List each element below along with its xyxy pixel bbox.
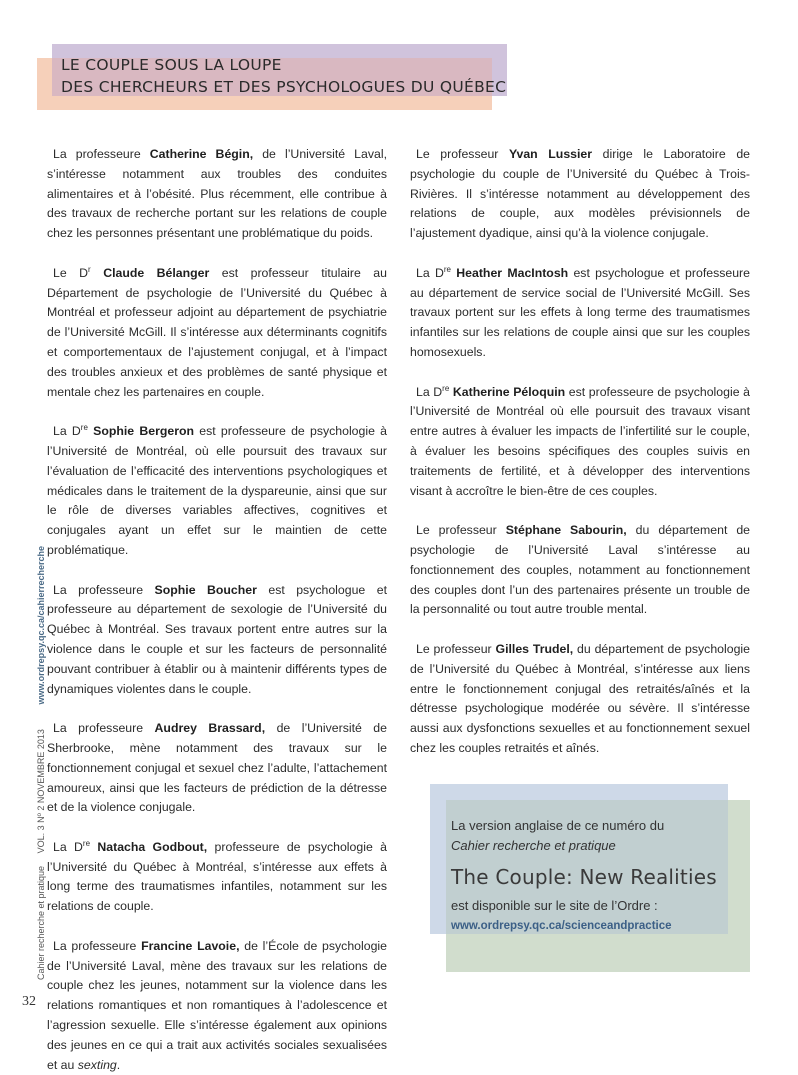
researcher-paragraph	[47, 937, 387, 1075]
paragraph-intro: La professeure	[53, 147, 150, 161]
researcher-name: Natacha Godbout,	[97, 839, 208, 854]
sidebar-publication: Cahier recherche et pratique	[36, 865, 46, 980]
box-line-2: Cahier recherche et pratique	[451, 838, 616, 853]
paragraph-intro: Le professeur	[416, 523, 506, 538]
english-version-box	[451, 816, 741, 936]
box-line-1: La version anglaise de ce numéro du	[451, 818, 665, 833]
researcher-paragraph	[47, 145, 387, 244]
paragraph-body: de l’Université de Sherbrooke, mène notamment des travaux sur le fonctionnement conjugal et sexuel chez l’adulte, l’attachement amoureux, ainsi que les facteurs de prédiction de la détresse et de la violence conjugale.	[47, 721, 387, 815]
paragraph-body: est psychologue et professeure au département de service social de l’Université McGill. Ses travaux portent sur les effets à long terme des traumatismes infantiles sur les relations de couple ainsi que sur les couples homosexuels.	[410, 265, 750, 359]
researcher-name: Audrey Brassard,	[154, 721, 266, 736]
researcher-name: Sophie Boucher	[154, 582, 257, 597]
paragraph-body: du département de psychologie de l’Université Laval s’intéresse au fonctionnement des couples, notamment au fonctionnement des couples dont l’un des partenaires présente un trouble de la personnalité ou tout autre trouble mental.	[410, 523, 750, 617]
title-superscript: re	[82, 838, 91, 848]
paragraph-body: dirige le Laboratoire de psychologie du couple de l’Université du Québec à Trois-Rivières. Il s’intéresse notamment au développement des relations de couple, aux modèles prévisionnels de l’ajustement dyadique, ainsi qu’à la violence conjugale.	[410, 147, 750, 241]
paragraph-body: est psychologue et professeure au département de sexologie de l’Université du Québec à Montréal. Ses travaux portent entre autres sur la violence dans le couple et sur les facteurs de personnalité pouvant contribuer à établir ou à maintenir différents types de dynamiques violentes dans le couple.	[47, 582, 387, 696]
researcher-paragraph	[410, 640, 750, 759]
paragraph-intro: La professeure	[53, 582, 155, 597]
box-line-4: est disponible sur le site de l’Ordre :	[451, 898, 658, 913]
right-column	[410, 145, 750, 759]
researcher-name: Francine Lavoie,	[141, 938, 240, 953]
researcher-paragraph	[47, 264, 387, 403]
researcher-name: Katherine Péloquin	[452, 384, 566, 399]
title-superscript: re	[442, 383, 450, 393]
paragraph-body: est professeure de psychologie à l’Université de Montréal, où elle poursuit des travaux sur l’évaluation de l’efficacité des interventions psychologiques et médicales dans le traitement de la dyspareunie, ainsi que sur le rôle de diverses variables affectives, cognitives et conjugales ayant un effet sur le maintien de cette problématique.	[47, 424, 387, 557]
page-number: 32	[22, 994, 36, 1009]
paragraph-body: de l’Université Laval, s’intéresse notamment aux troubles des conduites alimentaires et à l’obésité. Plus récemment, elle contribue à des travaux de recherche portant sur les relations de couple chez les personnes présentant une problématique du poids.	[47, 147, 387, 241]
paragraph-body: de l’École de psychologie de l’Université Laval, mène des travaux sur les relations de couple chez les jeunes, notamment sur la violence dans les relations romantiques et non romantiques à l’adolescence et l’agression sexuelle. Elle s’intéresse également aux opinions des jeunes en ce qui a trait aux activités sociales sexualisées et au	[47, 938, 387, 1072]
researcher-paragraph	[47, 838, 387, 917]
researcher-name: Yvan Lussier	[508, 147, 593, 161]
paragraph-intro: La D	[53, 424, 81, 439]
paragraph-intro: Le D	[53, 265, 89, 280]
paragraph-end: .	[116, 1057, 121, 1072]
researcher-name: Sophie Bergeron	[93, 424, 195, 439]
sidebar-url-link[interactable]: www.ordrepsy.qc.ca/cahierrecherche	[36, 545, 46, 705]
title-banner	[37, 44, 507, 110]
title-superscript: re	[443, 264, 451, 274]
sidebar-volume: VOL. 3 Nº 2 NOVEMBRE 2013	[36, 729, 46, 854]
paragraph-intro: La D	[53, 839, 83, 854]
researcher-name: Gilles Trudel,	[495, 641, 574, 656]
paragraph-intro: Le professeur	[416, 641, 496, 656]
title-line-1: LE COUPLE SOUS LA LOUPE	[61, 56, 282, 74]
researcher-paragraph	[410, 521, 750, 620]
paragraph-body: du département de psychologie de l’Université du Québec à Montréal, s’intéresse aux liens entre le fonctionnement conjugal des retraités/aînés et la détresse psychologique modérée ou sévère. Il s’intéresse aussi aux dysfonctions sexuelles et au fonctionnement sexuel chez les couples retraités et aînés.	[410, 641, 750, 755]
paragraph-intro: La professeure	[53, 938, 142, 953]
researcher-name: Claude Bélanger	[103, 265, 210, 280]
title-superscript: re	[80, 423, 88, 433]
paragraph-intro: La D	[416, 265, 444, 280]
paragraph-intro: La professeure	[53, 721, 155, 736]
paragraph-intro: La D	[416, 384, 443, 399]
researcher-name: Catherine Bégin,	[149, 147, 254, 161]
researcher-paragraph	[410, 264, 750, 363]
title-superscript: r	[88, 264, 91, 274]
paragraph-space	[91, 266, 103, 280]
researcher-paragraph	[47, 581, 387, 700]
researcher-paragraph	[47, 422, 387, 561]
sidebar-vertical-text	[36, 546, 46, 980]
paragraph-intro: Le professeur	[416, 147, 509, 161]
researcher-paragraph	[410, 383, 750, 502]
box-link[interactable]: www.ordrepsy.qc.ca/scienceandpractice	[451, 920, 672, 932]
researcher-paragraph	[47, 719, 387, 818]
left-column	[47, 145, 387, 1075]
paragraph-body: professeure de psychologie à l’Université du Québec à Montréal, s’intéresse aux effets à long terme des traumatismes infantiles, notamment sur les relations de couple.	[47, 839, 387, 914]
title-line-2: DES CHERCHEURS ET DES PSYCHOLOGUES DU QUÉBEC	[61, 78, 507, 96]
paragraph-italic: sexting	[77, 1057, 117, 1072]
page-title	[61, 54, 511, 98]
box-english-title: The Couple: New Realities	[451, 865, 717, 889]
paragraph-body: est professeur titulaire au Département de psychologie de l’Université du Québec à Montréal et professeur adjoint au département de psychiatrie de l’Université McGill. Il s’intéresse aux déterminants cognitifs et comportementaux de l’ajustement conjugal, et à l’impact des troubles anxieux et des problèmes de santé physique et mentale chez les partenaires en couple.	[47, 265, 387, 399]
researcher-name: Stéphane Sabourin,	[505, 523, 627, 538]
researcher-paragraph	[410, 145, 750, 244]
researcher-name: Heather MacIntosh	[456, 265, 569, 280]
paragraph-body: est professeure de psychologie à l’Université de Montréal où elle poursuit des travaux visant entre autres à évaluer les impacts de l’infertilité sur le couple, à évaluer les besoins spécifiques des couples suivis en traitements de fertilité, et à développer des interventions visant à accroître le bien-être de ces couples.	[410, 384, 750, 498]
